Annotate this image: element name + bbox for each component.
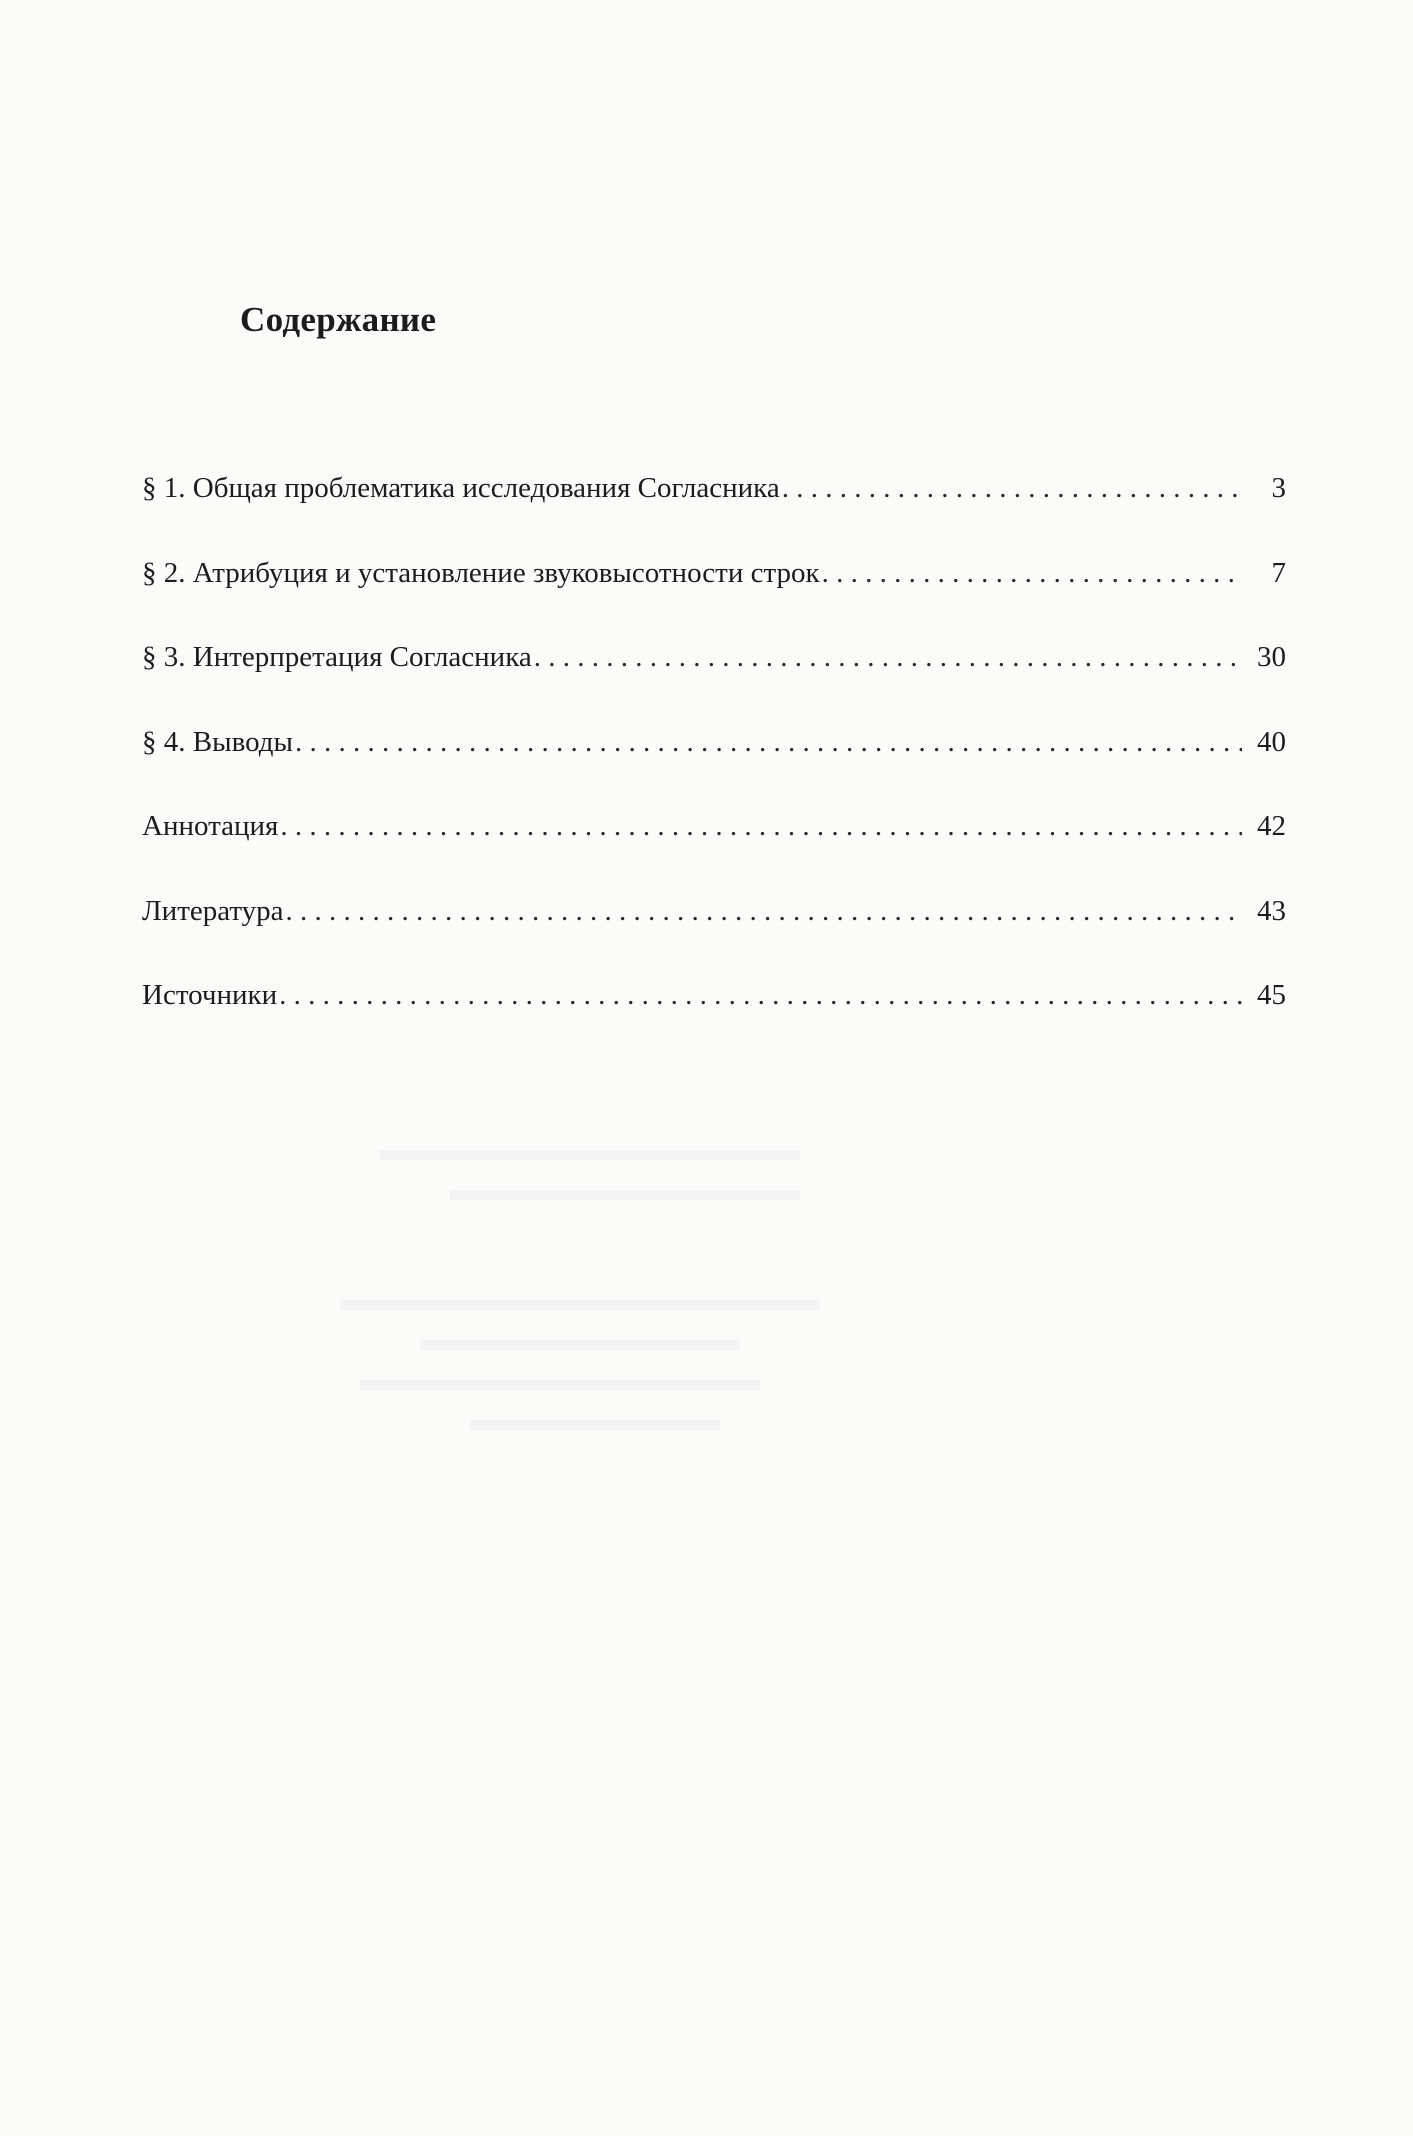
toc-dot-leader: [280, 808, 1242, 844]
toc-entry-page: 30: [1257, 641, 1286, 673]
show-through-ghost: [300, 1100, 1100, 1520]
toc-entry[interactable]: [142, 977, 1286, 1062]
toc-entry-title: § 1. Общая проблематика исследования Согласника: [142, 472, 780, 504]
toc-entry-page: 42: [1257, 810, 1286, 842]
toc-entry[interactable]: [142, 724, 1286, 809]
toc-dot-leader: [279, 977, 1242, 1013]
toc-entry-title: Литература: [142, 894, 284, 927]
toc-entry-page: 45: [1257, 979, 1286, 1011]
toc-dot-leader: [295, 724, 1242, 760]
toc-entry[interactable]: [142, 808, 1286, 893]
toc-dot-leader: [822, 555, 1242, 591]
toc-dot-leader: [782, 470, 1242, 506]
toc-entry-page: 7: [1271, 556, 1286, 589]
toc-entry[interactable]: [142, 639, 1286, 724]
toc-entry-title: Аннотация: [142, 810, 279, 842]
toc-entry-page: 40: [1257, 725, 1286, 758]
toc-entry[interactable]: [142, 470, 1286, 555]
toc-entry-page: 3: [1271, 472, 1286, 504]
toc-heading: Содержание: [240, 300, 437, 339]
toc-list: [142, 470, 1286, 1062]
toc-entry-title: § 3. Интерпретация Согласника: [142, 641, 532, 673]
toc-entry-title: Источники: [142, 979, 278, 1011]
toc-dot-leader: [286, 893, 1242, 929]
toc-entry-title: § 2. Атрибуция и установление звуковысотности строк: [142, 556, 820, 589]
toc-entry[interactable]: [142, 893, 1286, 978]
toc-entry-title: § 4. Выводы: [142, 725, 293, 758]
toc-entry[interactable]: [142, 555, 1286, 640]
toc-entry-page: 43: [1257, 894, 1286, 927]
toc-dot-leader: [534, 639, 1242, 675]
